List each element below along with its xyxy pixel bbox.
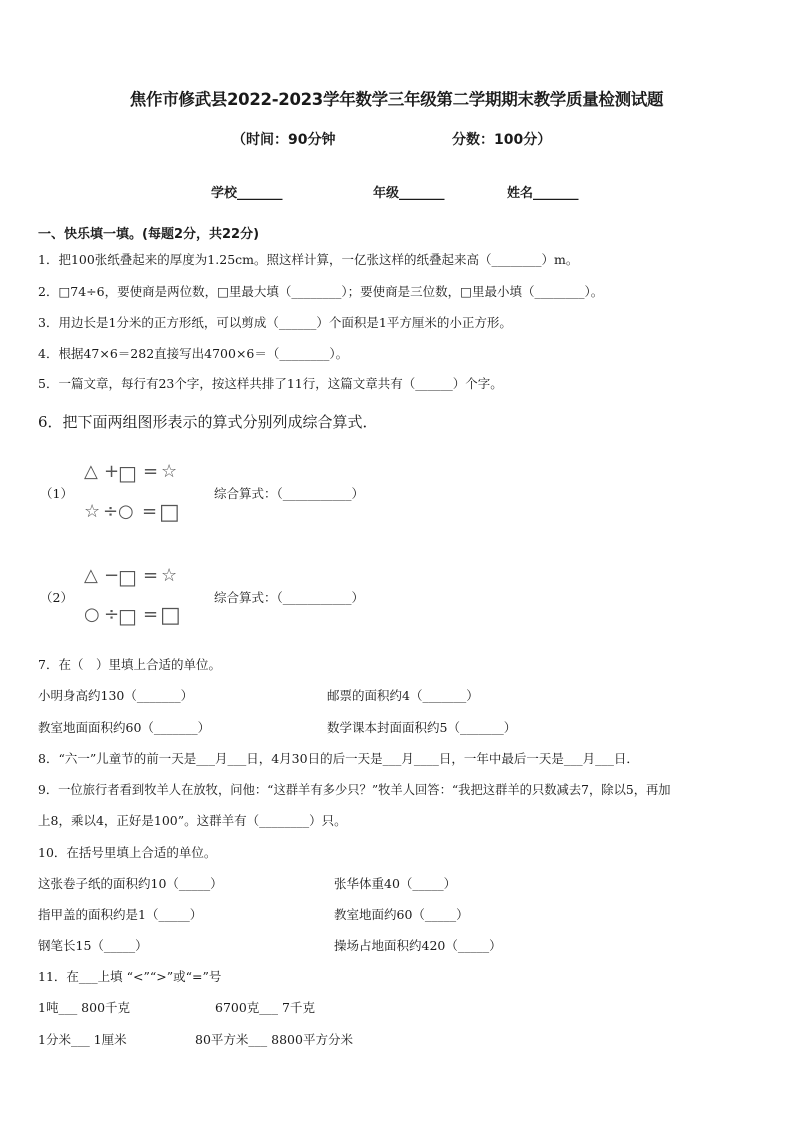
equals: = — [143, 604, 159, 625]
grade-field: 年级_______ — [373, 186, 445, 201]
list-item: 教室地面面积约60（_______） — [38, 720, 211, 735]
answer-blank: 综合算式：（___________） — [214, 486, 365, 501]
page-title: 焦作市修武县2022-2023学年数学三年级第二学期期末教学质量检测试题 — [129, 90, 664, 109]
circle-icon: ○ — [118, 501, 134, 522]
equals: = — [142, 501, 158, 522]
triangle-icon: △ — [84, 565, 98, 586]
star-icon: ☆ — [161, 461, 178, 482]
square-icon: □ — [118, 565, 137, 589]
list-item: 指甲盖的面积约是1（_____） — [38, 907, 203, 922]
list-item: 教室地面约60（_____） — [334, 907, 469, 922]
question-9-line1: 9．一位旅行者看到牧羊人在放牧，问他：“这群羊有多少只？”牧羊人回答：“我把这群羊的只数减去7，除以5，再加 — [38, 783, 671, 797]
list-item: 6700克___ 7千克 — [215, 1000, 315, 1015]
section-heading: 一、快乐填一填。(每题2分，共22分) — [38, 227, 260, 242]
operator: ÷ — [103, 501, 119, 522]
question-4: 4．根据47×6＝282直接写出4700×6＝（________）。 — [38, 346, 349, 361]
list-item: 小明身高约130（_______） — [38, 688, 194, 703]
question-6: 6．把下面两组图形表示的算式分别列成综合算式． — [38, 413, 378, 431]
school-field: 学校_______ — [211, 186, 283, 201]
list-item: 这张卷子纸的面积约10（_____） — [38, 876, 223, 891]
question-9-line2: 上8，乘以4，正好是100”。这群羊有（________）只。 — [38, 813, 347, 828]
question-3: 3．用边长是1分米的正方形纸，可以剪成（______）个面积是1平方厘米的小正方形。 — [38, 315, 512, 330]
question-2: 2．□74÷6，要使商是两位数，□里最大填（________）；要使商是三位数，□里最小填（________）。 — [38, 284, 604, 299]
group-label: （1） — [40, 486, 73, 501]
operator: + — [104, 461, 120, 482]
list-item: 数学课本封面面积约5（_______） — [327, 720, 517, 735]
question-10: 10．在括号里填上合适的单位。 — [38, 845, 217, 860]
star-icon: ☆ — [84, 501, 101, 522]
question-1: 1．把100张纸叠起来的厚度为1.25cm。照这样计算，一亿张这样的纸叠起来高（________）m。 — [38, 252, 579, 267]
list-item: 1吨___ 800千克 — [38, 1000, 131, 1015]
list-item: 80平方米___ 8800平方分米 — [195, 1032, 353, 1047]
question-8: 8．“六一”儿童节的前一天是___月___日，4月30日的后一天是___月____日，一年中最后一天是___月___日． — [38, 751, 639, 766]
equals: = — [143, 565, 159, 586]
score-label: 分数：100分） — [452, 132, 552, 148]
square-icon: □ — [118, 461, 137, 485]
question-5: 5．一篇文章，每行有23个字，按这样共排了11行，这篇文章共有（______）个字。 — [38, 376, 503, 391]
square-icon: □ — [160, 603, 181, 628]
star-icon: ☆ — [161, 565, 178, 586]
time-label: （时间：90分钟 — [232, 132, 336, 148]
square-icon: □ — [118, 604, 137, 628]
question-11: 11．在___上填 “<”“>”或“=”号 — [38, 969, 222, 984]
name-field: 姓名_______ — [507, 186, 579, 201]
operator: − — [104, 565, 120, 586]
square-icon: □ — [159, 500, 180, 525]
equals: = — [143, 461, 159, 482]
list-item: 张华体重40（_____） — [334, 876, 457, 891]
list-item: 邮票的面积约4（_______） — [327, 688, 479, 703]
list-item: 1分米___ 1厘米 — [38, 1032, 127, 1047]
question-7: 7．在（ ）里填上合适的单位。 — [38, 657, 221, 672]
list-item: 操场占地面积约420（_____） — [334, 938, 502, 953]
circle-icon: ○ — [84, 604, 100, 625]
triangle-icon: △ — [84, 461, 98, 482]
group-label: （2） — [40, 590, 73, 605]
list-item: 钢笔长15（_____） — [38, 938, 148, 953]
operator: ÷ — [104, 604, 120, 625]
answer-blank: 综合算式：（___________） — [214, 590, 365, 605]
